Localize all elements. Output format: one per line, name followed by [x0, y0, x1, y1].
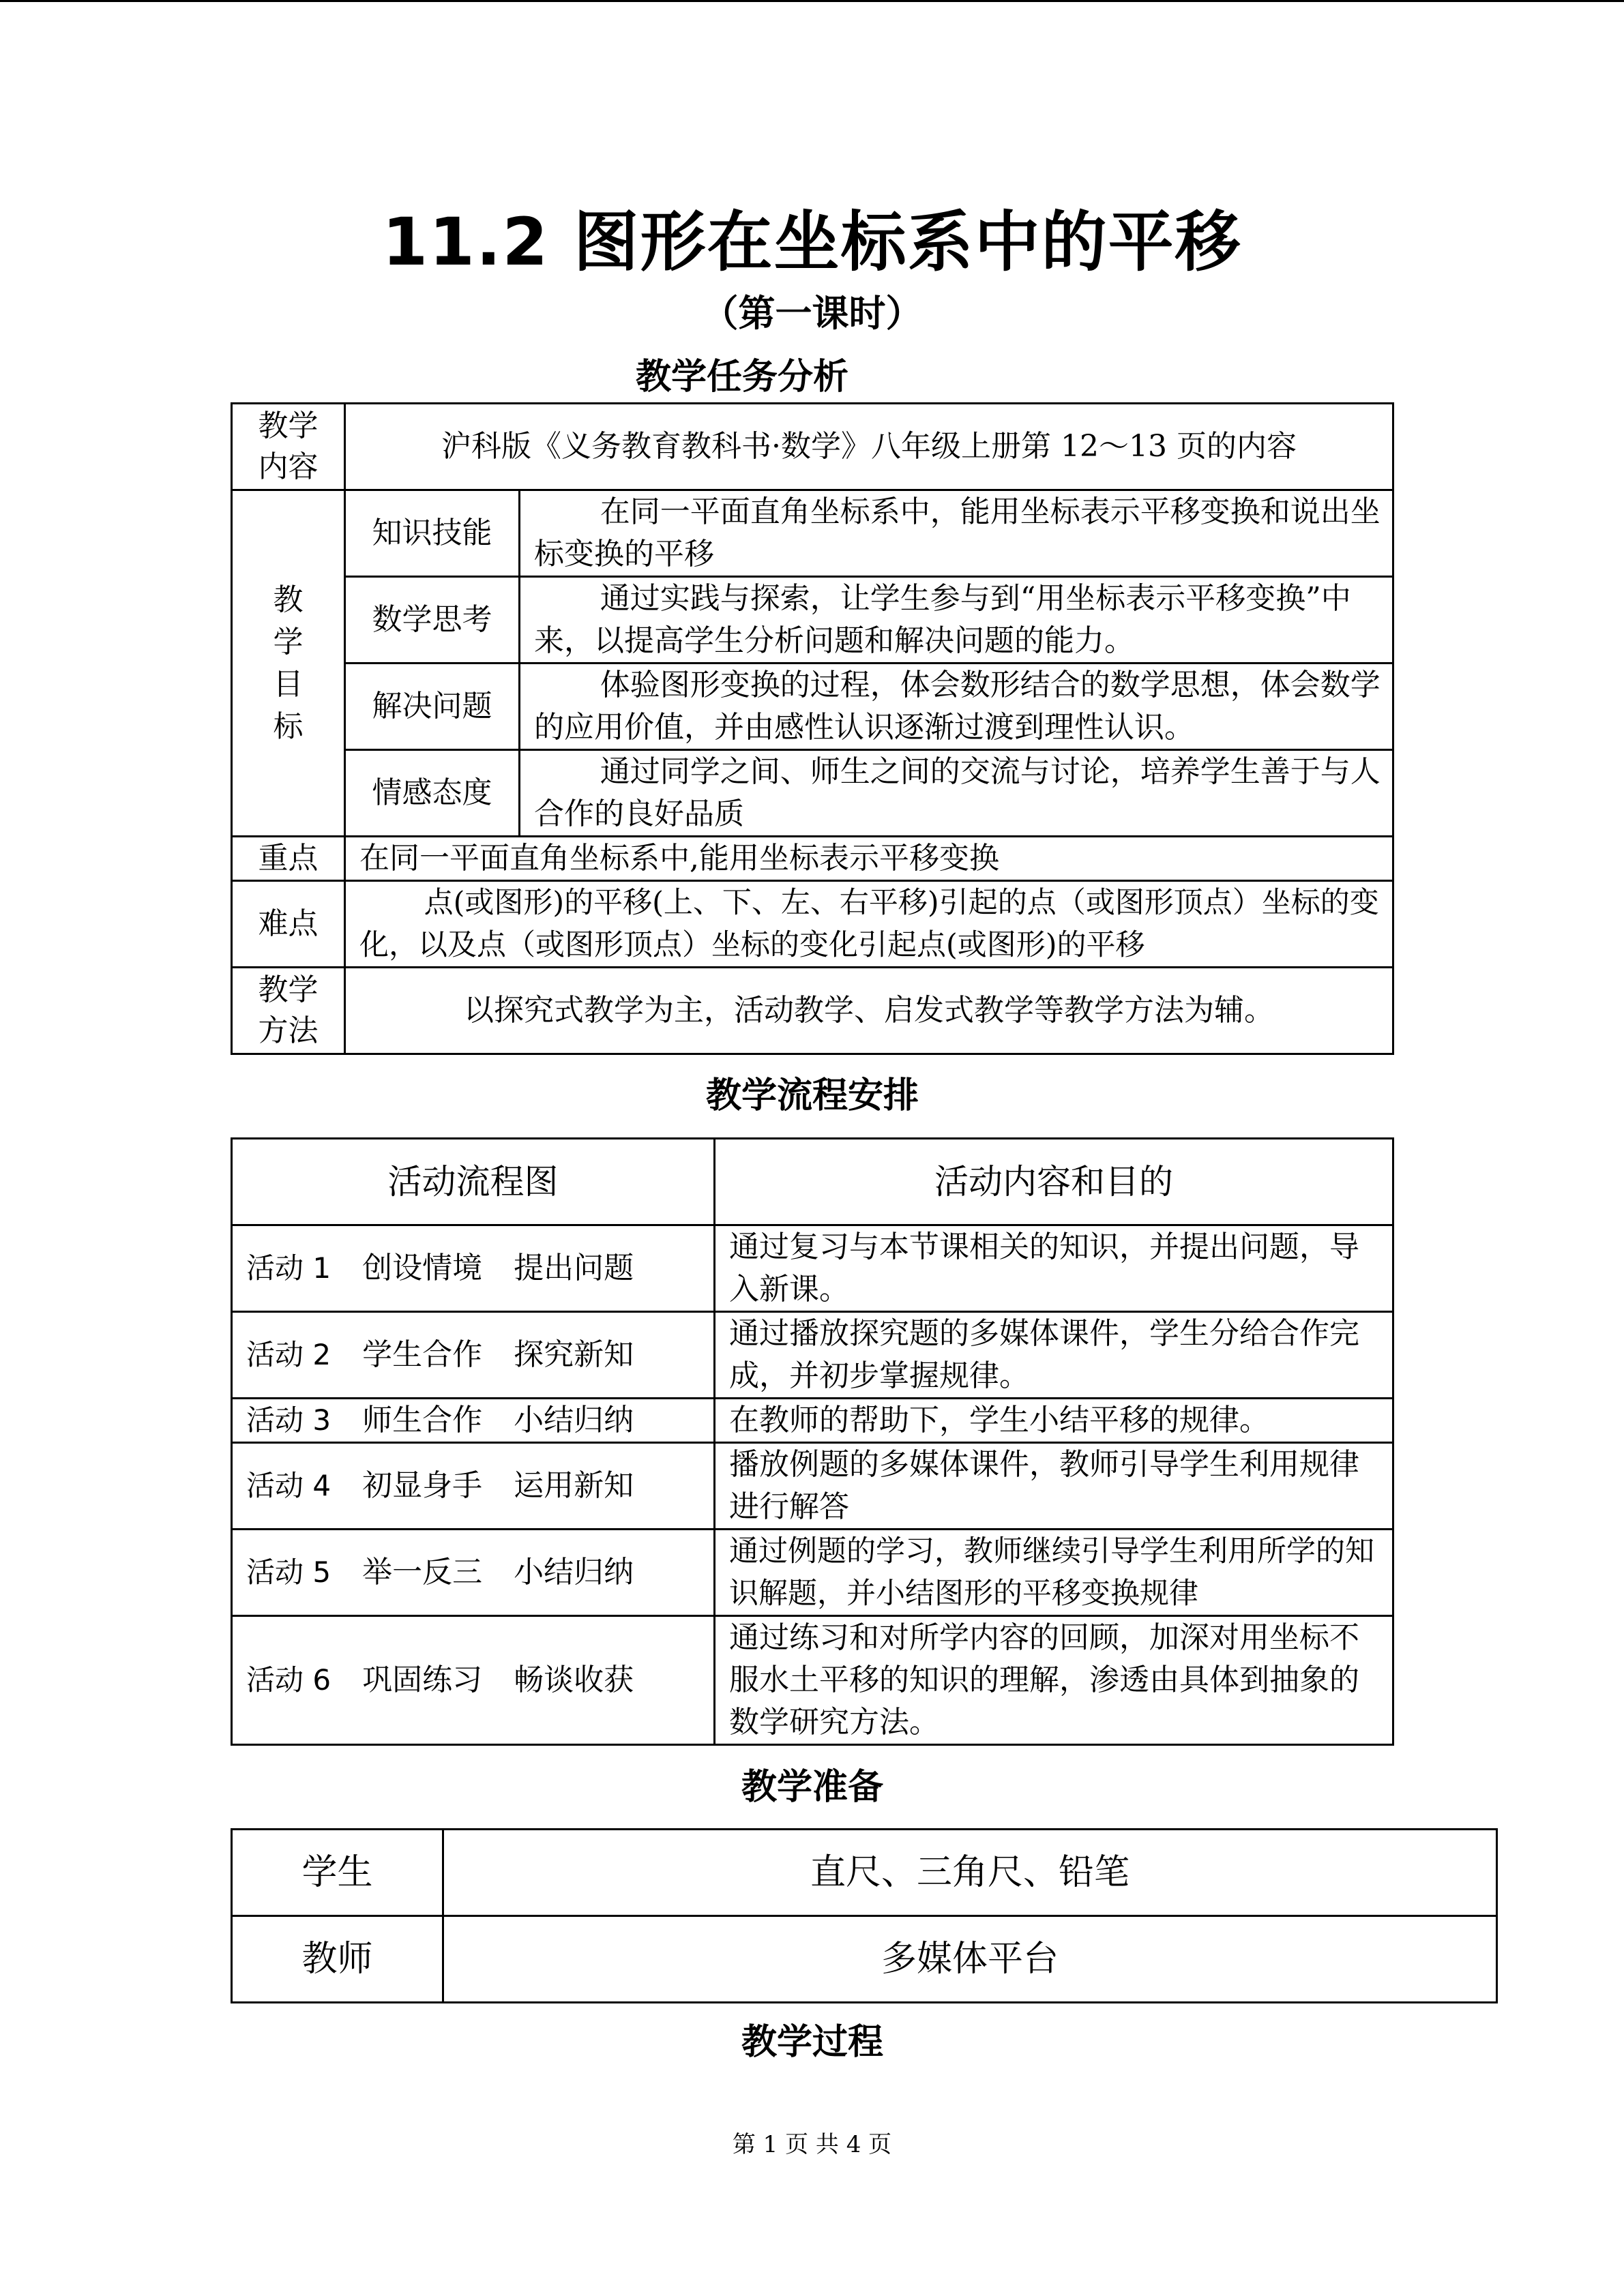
activity-step: 活动 3 师生合作 小结归纳	[232, 1399, 715, 1443]
activity-step: 活动 5 举一反三 小结归纳	[232, 1530, 715, 1616]
flow-col-header: 活动内容和目的	[715, 1139, 1393, 1225]
key-text: 在同一平面直角坐标系中,能用坐标表示平移变换	[345, 837, 1393, 881]
activity-purpose: 在教师的帮助下，学生小结平移的规律。	[715, 1399, 1393, 1443]
activity-purpose: 通过复习与本节课相关的知识，并提出问题，导入新课。	[715, 1225, 1393, 1312]
flow-table	[231, 1137, 1394, 1746]
activity-purpose: 播放例题的多媒体课件，教师引导学生利用规律进行解答	[715, 1443, 1393, 1530]
section-heading-flow: 教学流程安排	[705, 1075, 919, 1116]
analysis-table	[231, 402, 1394, 1055]
prep-text: 多媒体平台	[443, 1916, 1497, 2003]
goal-label: 解决问题	[345, 664, 520, 750]
difficulty-label: 难点	[232, 881, 345, 968]
activity-purpose: 通过播放探究题的多媒体课件，学生分给合作完成，并初步掌握规律。	[715, 1312, 1393, 1399]
content-text: 沪科版《义务教育教科书·数学》八年级上册第 12～13 页的内容	[345, 404, 1393, 490]
key-label: 重点	[232, 837, 345, 881]
content-label: 教学内容	[232, 404, 345, 490]
section-heading-analysis: 教学任务分析	[635, 357, 848, 398]
goal-text: 体验图形变换的过程，体会数形结合的数学思想，体会数学的应用价值，并由感性认识逐渐过渡到理性认识。	[520, 664, 1393, 750]
top-border	[0, 0, 1624, 2]
goal-label: 情感态度	[345, 750, 520, 837]
goal-label: 知识技能	[345, 490, 520, 577]
prep-text: 直尺、三角尺、铅笔	[443, 1830, 1497, 1916]
page-title: 11.2 图形在坐标系中的平移	[382, 204, 1242, 280]
prep-label: 教师	[232, 1916, 443, 2003]
method-label: 教学方法	[232, 968, 345, 1054]
activity-step: 活动 2 学生合作 探究新知	[232, 1312, 715, 1399]
activity-purpose: 通过例题的学习，教师继续引导学生利用所学的知识解题，并小结图形的平移变换规律	[715, 1530, 1393, 1616]
section-heading-process: 教学过程	[741, 2022, 883, 2063]
prep-label: 学生	[232, 1830, 443, 1916]
section-heading-prep: 教学准备	[741, 1767, 883, 1808]
method-text: 以探究式教学为主，活动教学、启发式教学等教学方法为辅。	[345, 968, 1393, 1054]
activity-step: 活动 1 创设情境 提出问题	[232, 1225, 715, 1312]
activity-purpose: 通过练习和对所学内容的回顾，加深对用坐标不服水土平移的知识的理解，渗透由具体到抽象的数学研究方法。	[715, 1616, 1393, 1745]
activity-step: 活动 6 巩固练习 畅谈收获	[232, 1616, 715, 1745]
goal-text: 在同一平面直角坐标系中，能用坐标表示平移变换和说出坐标变换的平移	[520, 490, 1393, 577]
goal-label: 数学思考	[345, 577, 520, 664]
page-footer: 第 1 页 共 4 页	[732, 2131, 892, 2158]
goal-text: 通过同学之间、师生之间的交流与讨论，培养学生善于与人合作的良好品质	[520, 750, 1393, 837]
flow-col-header: 活动流程图	[232, 1139, 715, 1225]
activity-step: 活动 4 初显身手 运用新知	[232, 1443, 715, 1530]
prep-table	[231, 1828, 1498, 2003]
goals-label: 教学目标	[232, 490, 345, 837]
difficulty-text: 点(或图形)的平移(上、下、左、右平移)引起的点（或图形顶点）坐标的变化，以及点（或图形顶点）坐标的变化引起点(或图形)的平移	[345, 881, 1393, 968]
page-subtitle: （第一课时）	[701, 292, 923, 335]
goal-text: 通过实践与探索，让学生参与到“用坐标表示平移变换”中来，以提高学生分析问题和解决问题的能力。	[520, 577, 1393, 664]
